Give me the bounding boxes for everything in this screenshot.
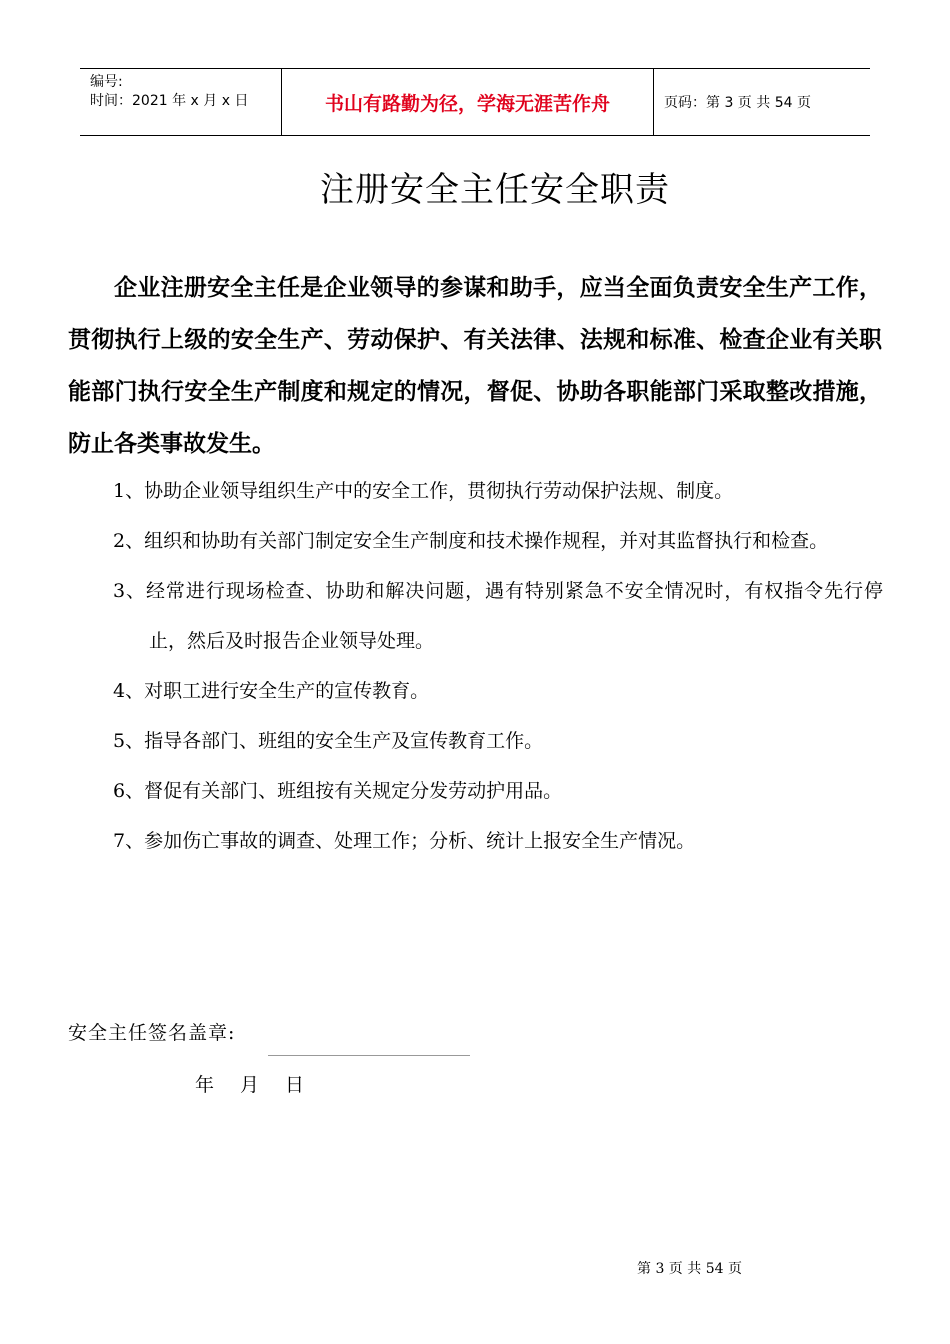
date-month-label: 月 xyxy=(240,1074,260,1096)
header-meta xyxy=(80,69,282,135)
duty-item: 6、督促有关部门、班组按有关规定分发劳动护用品。 xyxy=(113,780,563,802)
page-header xyxy=(80,68,870,136)
duty-item: 7、参加伤亡事故的调查、处理工作；分析、统计上报安全生产情况。 xyxy=(113,830,696,852)
signature-date xyxy=(195,1070,304,1097)
duty-item: 2、组织和协助有关部门制定安全生产制度和技术操作规程，并对其监督执行和检查。 xyxy=(113,530,829,552)
date-year-label: 年 xyxy=(195,1074,215,1096)
header-page-info: 页码：第 3 页 共 54 页 xyxy=(664,95,811,111)
signature-label: 安全主任签名盖章: xyxy=(68,1022,236,1044)
duty-list xyxy=(113,466,883,866)
duty-item: 4、对职工进行安全生产的宣传教育。 xyxy=(113,680,430,702)
page-footer: 第 3 页 共 54 页 xyxy=(637,1261,742,1277)
date-day-label: 日 xyxy=(285,1074,305,1096)
duty-item: 5、指导各部门、班组的安全生产及宣传教育工作。 xyxy=(113,730,544,752)
intro-paragraph: 企业注册安全主任是企业领导的参谋和助手，应当全面负责安全生产工作，贯彻执行上级的安全生产、劳动保护、有关法律、法规和标准、检查企业有关职能部门执行安全生产制度和规定的情况，督促、协助各职能部门采取整改措施，防止各类事故发生。 xyxy=(68,275,882,457)
signature-line xyxy=(268,1055,470,1056)
document-title: 注册安全主任安全职责 xyxy=(320,170,670,210)
duty-item: 3、经常进行现场检查、协助和解决问题，遇有特别紧急不安全情况时，有权指令先行停止，然后及时报告企业领导处理。 xyxy=(113,580,883,652)
document-time-label: 时间：2021 年 x 月 x 日 xyxy=(90,93,249,109)
duty-item: 1、协助企业领导组织生产中的安全工作，贯彻执行劳动保护法规、制度。 xyxy=(113,480,734,502)
header-motto: 书山有路勤为径，学海无涯苦作舟 xyxy=(282,69,654,135)
document-number-label: 编号: xyxy=(90,74,123,90)
